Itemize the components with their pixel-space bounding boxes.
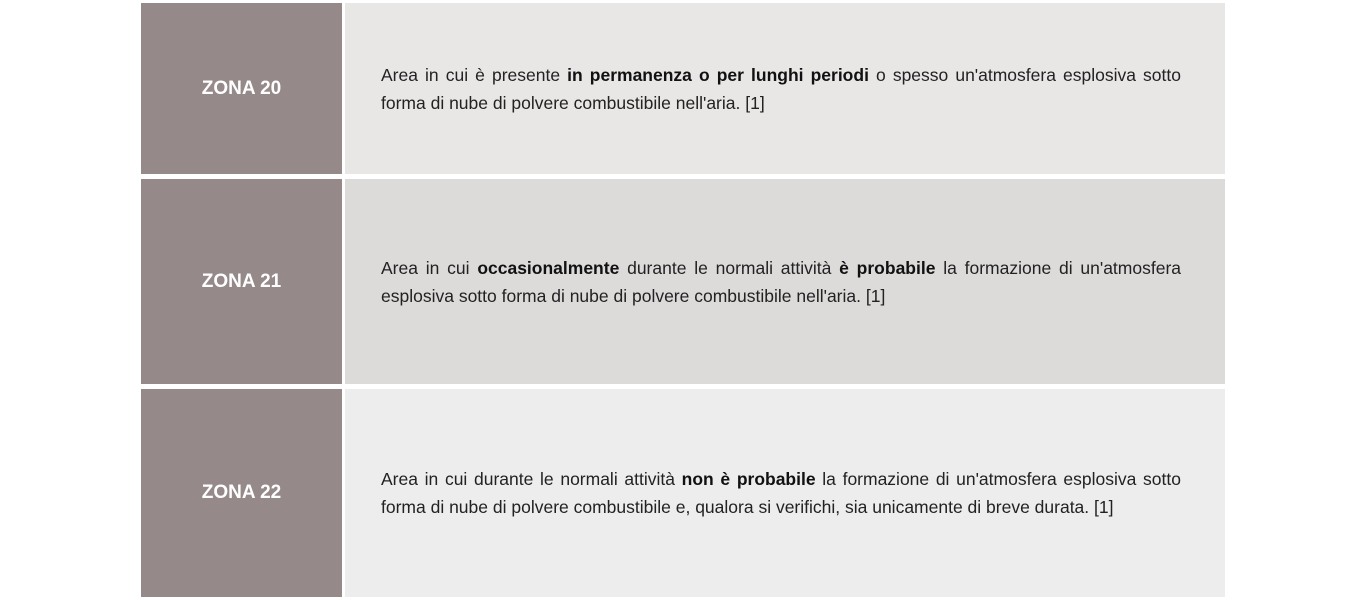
zone-description-cell: [345, 389, 1225, 597]
text-segment: durante le normali attività: [619, 257, 840, 278]
text-segment-bold: non è probabile: [681, 469, 816, 489]
text-segment-bold: occasionalmente: [477, 257, 620, 278]
zone-description: [381, 465, 1181, 521]
text-segment-bold: è probabile: [839, 257, 936, 278]
zone-row-22: [141, 389, 1225, 597]
text-segment: o spesso un'atmosfera esplosiva sotto forma di nube di polvere combustibile nell'aria. [1]: [381, 64, 1181, 113]
zone-label: ZONA 22: [141, 389, 342, 597]
text-segment-bold: in permanenza o per lunghi periodi: [567, 64, 869, 85]
zone-description-cell: [345, 179, 1225, 384]
zone-label: ZONA 20: [141, 3, 342, 174]
text-segment: la formazione di un'atmosfera esplosiva sotto forma di nube di polvere combustibile nell'aria. [1]: [381, 257, 1182, 306]
text-segment: Area in cui durante le normali attività: [381, 469, 682, 489]
zone-label: ZONA 21: [141, 179, 342, 384]
zones-table: [141, 3, 1225, 597]
text-segment: Area in cui è presente: [381, 64, 568, 85]
zone-row-21: [141, 179, 1225, 384]
text-segment: Area in cui: [381, 257, 478, 278]
zone-row-20: [141, 3, 1225, 174]
text-segment: la formazione di un'atmosfera esplosiva sotto forma di nube di polvere combustibile e, qualora si verifichi, sia unicamente di breve durata. [1]: [381, 469, 1182, 517]
zone-description: [381, 254, 1181, 310]
zone-description-cell: [345, 3, 1225, 174]
zone-description: [381, 61, 1181, 117]
